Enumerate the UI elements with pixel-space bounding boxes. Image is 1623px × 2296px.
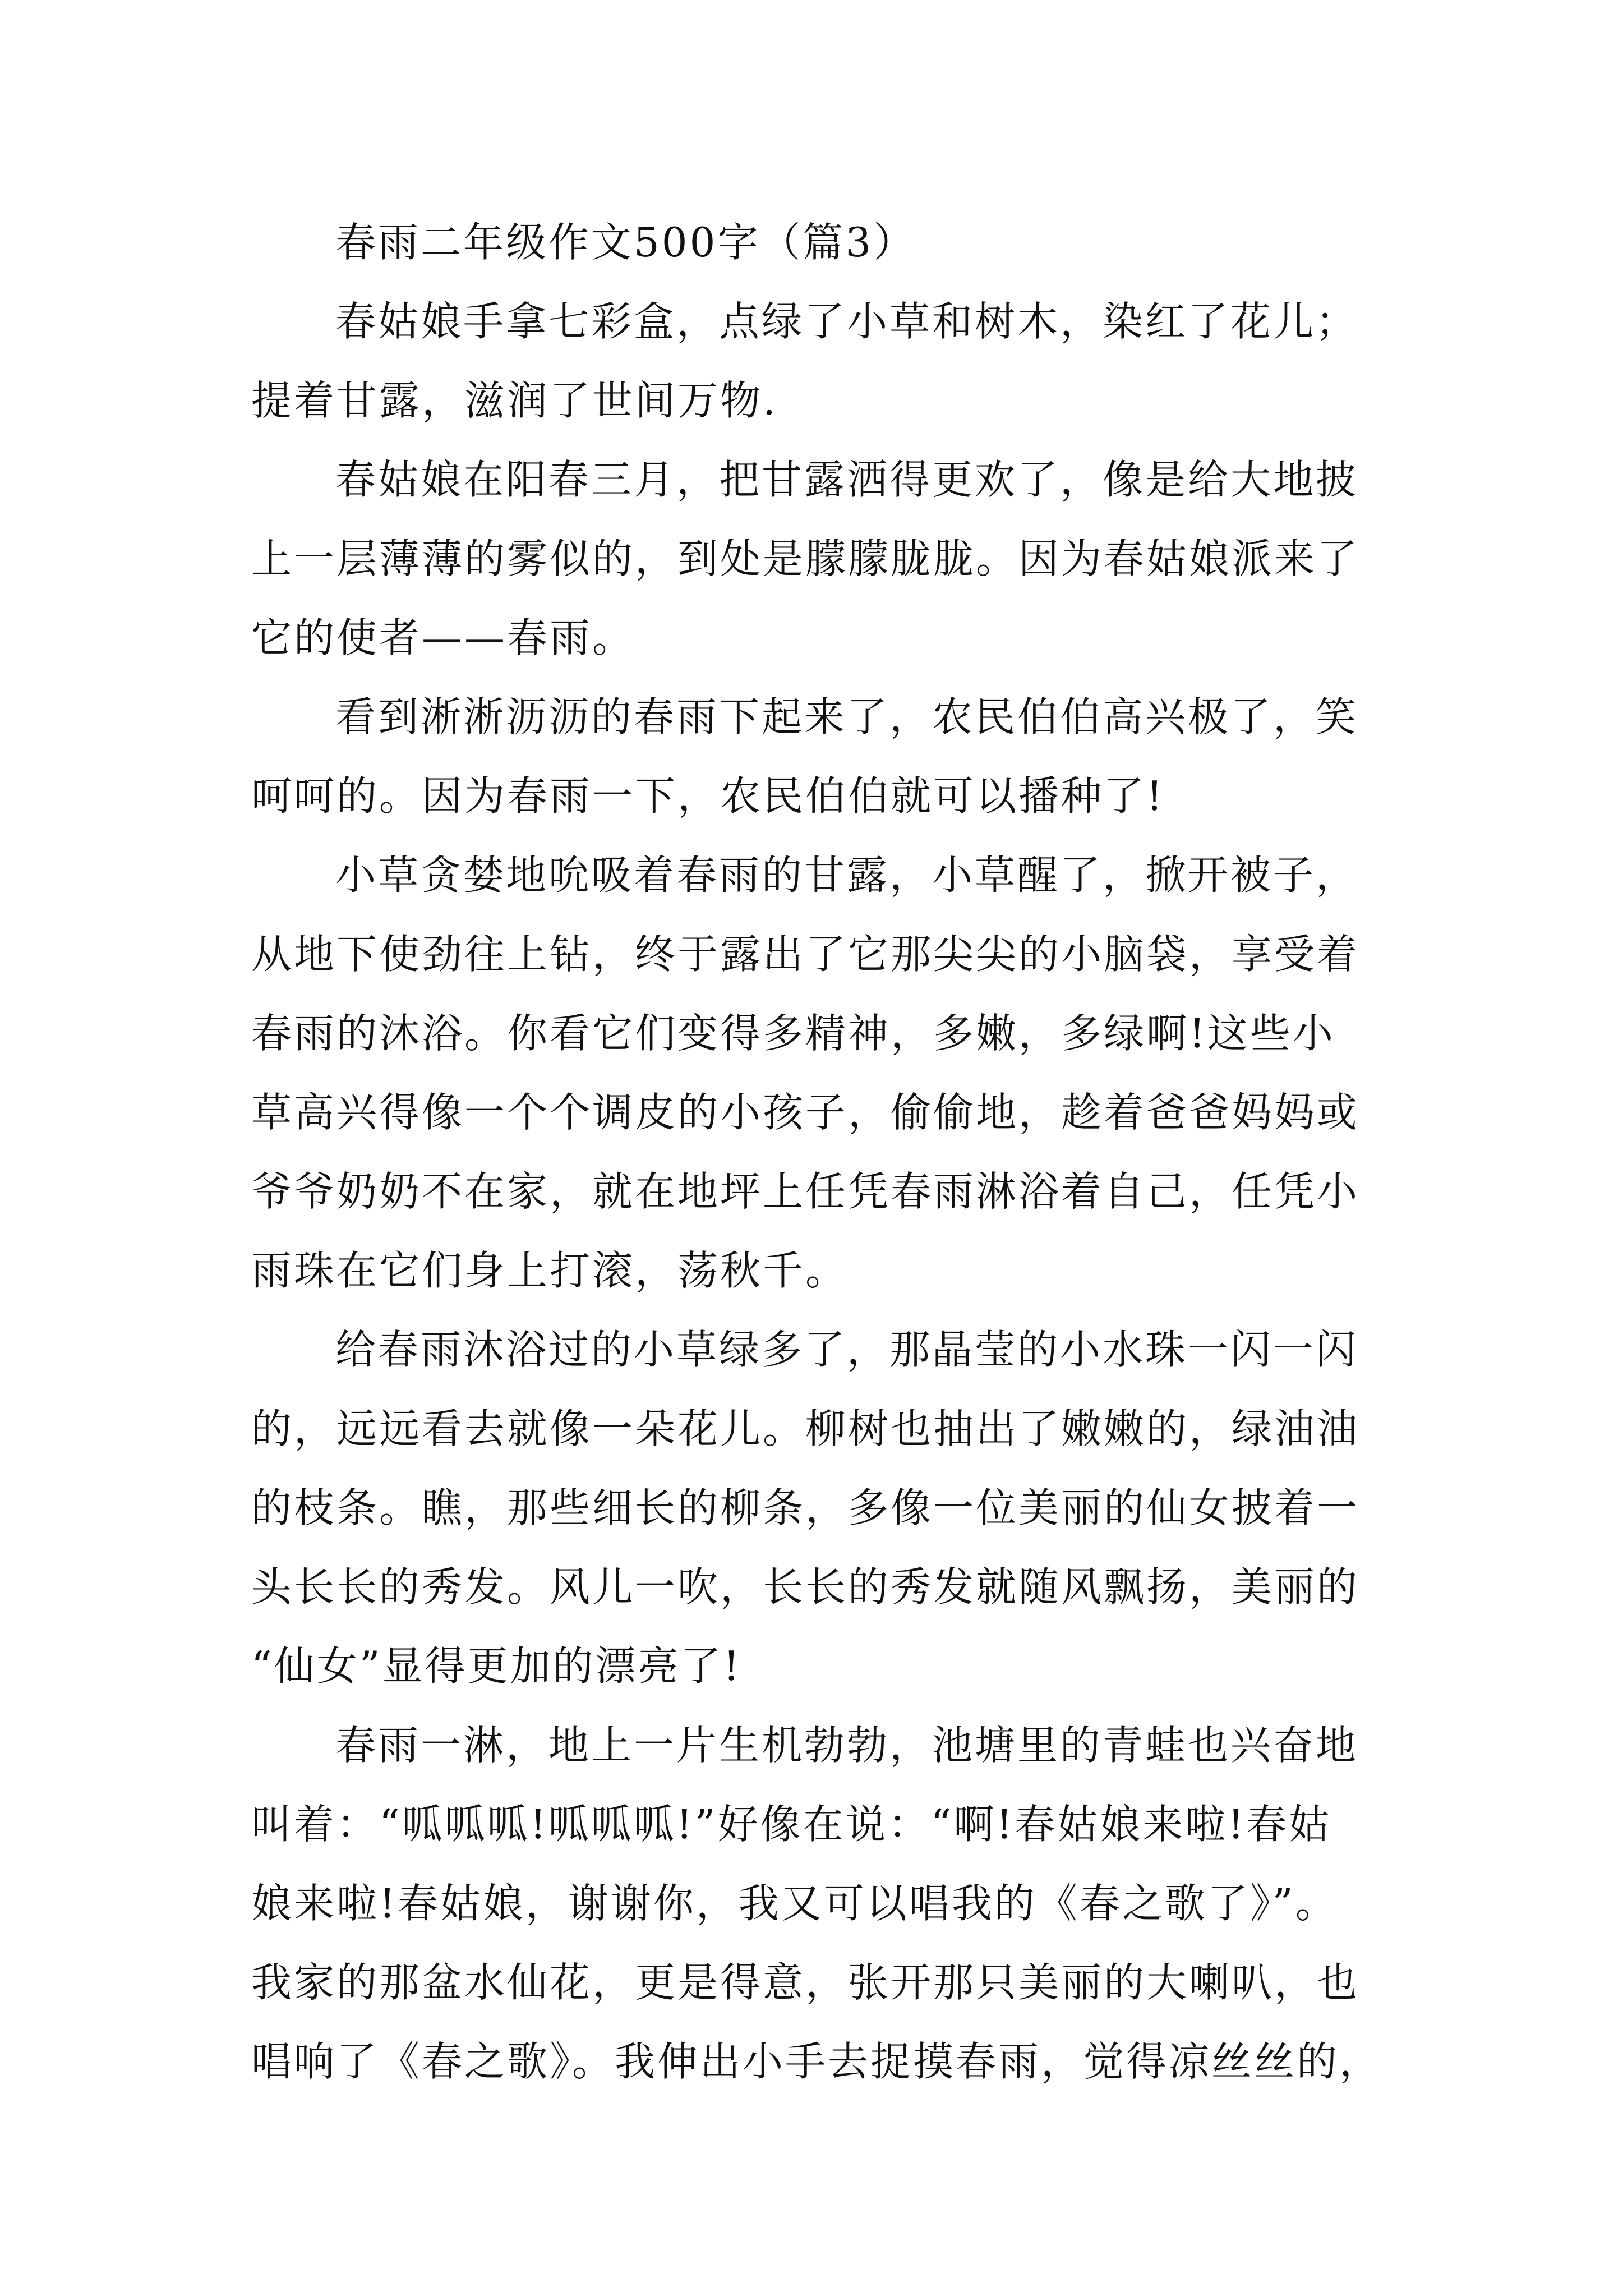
paragraph-4-line-5: 爷爷奶奶不在家，就在地坪上任凭春雨淋浴着自己，任凭小: [251, 1168, 1360, 1215]
paragraph-3-line-1: 看到淅淅沥沥的春雨下起来了，农民伯伯高兴极了，笑: [335, 693, 1359, 740]
paragraph-3-line-2: 呵呵的。因为春雨一下，农民伯伯就可以播种了!: [251, 772, 1165, 820]
paragraph-5-line-4: 头长长的秀发。风儿一吹，长长的秀发就随风飘扬，美丽的: [251, 1563, 1360, 1611]
paragraph-4-line-1: 小草贪婪地吮吸着春雨的甘露，小草醒了，掀开被子，: [335, 852, 1359, 899]
document-body: [251, 203, 1395, 2101]
paragraph-6-line-2: 叫着：“呱呱呱!呱呱呱!”好像在说：“啊!春姑娘来啦!春姑: [251, 1801, 1332, 1848]
paragraph-4-line-6: 雨珠在它们身上打滚，荡秋千。: [251, 1247, 849, 1294]
paragraph-5-line-2: 的，远远看去就像一朵花儿。柳树也抽出了嫩嫩的，绿油油: [251, 1405, 1360, 1452]
paragraph-2-line-3: 它的使者——春雨。: [251, 614, 635, 661]
paragraph-1-line-2: 提着甘露，滋润了世间万物.: [251, 377, 778, 424]
paragraph-6-line-5: 唱响了《春之歌》。我伸出小手去捉摸春雨，觉得凉丝丝的，: [251, 2038, 1382, 2085]
paragraph-5-line-5: “仙女”显得更加的漂亮了!: [251, 1642, 742, 1690]
paragraph-4-line-4: 草高兴得像一个个调皮的小孩子，偷偷地，趁着爸爸妈妈或: [251, 1089, 1360, 1136]
paragraph-4-line-2: 从地下使劲往上钻，终于露出了它那尖尖的小脑袋，享受着: [251, 931, 1360, 978]
paragraph-6-line-3: 娘来啦!春姑娘，谢谢你，我又可以唱我的《春之歌了》”。: [251, 1880, 1338, 1927]
paragraph-5-line-3: 的枝条。瞧，那些细长的柳条，多像一位美丽的仙女披着一: [251, 1484, 1360, 1531]
paragraph-4-line-3: 春雨的沐浴。你看它们变得多精神，多嫩，多绿啊!这些小: [251, 1010, 1335, 1057]
essay-title: 春雨二年级作文500字（篇3）: [335, 219, 916, 266]
paragraph-6-line-1: 春雨一淋，地上一片生机勃勃，池塘里的青蛙也兴奋地: [335, 1722, 1359, 1769]
paragraph-2-line-2: 上一层薄薄的雾似的，到处是朦朦胧胧。因为春姑娘派来了: [251, 535, 1360, 582]
paragraph-6-line-4: 我家的那盆水仙花，更是得意，张开那只美丽的大喇叭，也: [251, 1959, 1360, 2006]
paragraph-1-line-1: 春姑娘手拿七彩盒，点绿了小草和树木，染红了花儿；: [335, 298, 1359, 345]
paragraph-5-line-1: 给春雨沐浴过的小草绿多了，那晶莹的小水珠一闪一闪: [335, 1326, 1359, 1373]
paragraph-2-line-1: 春姑娘在阳春三月，把甘露洒得更欢了，像是给大地披: [335, 456, 1359, 503]
